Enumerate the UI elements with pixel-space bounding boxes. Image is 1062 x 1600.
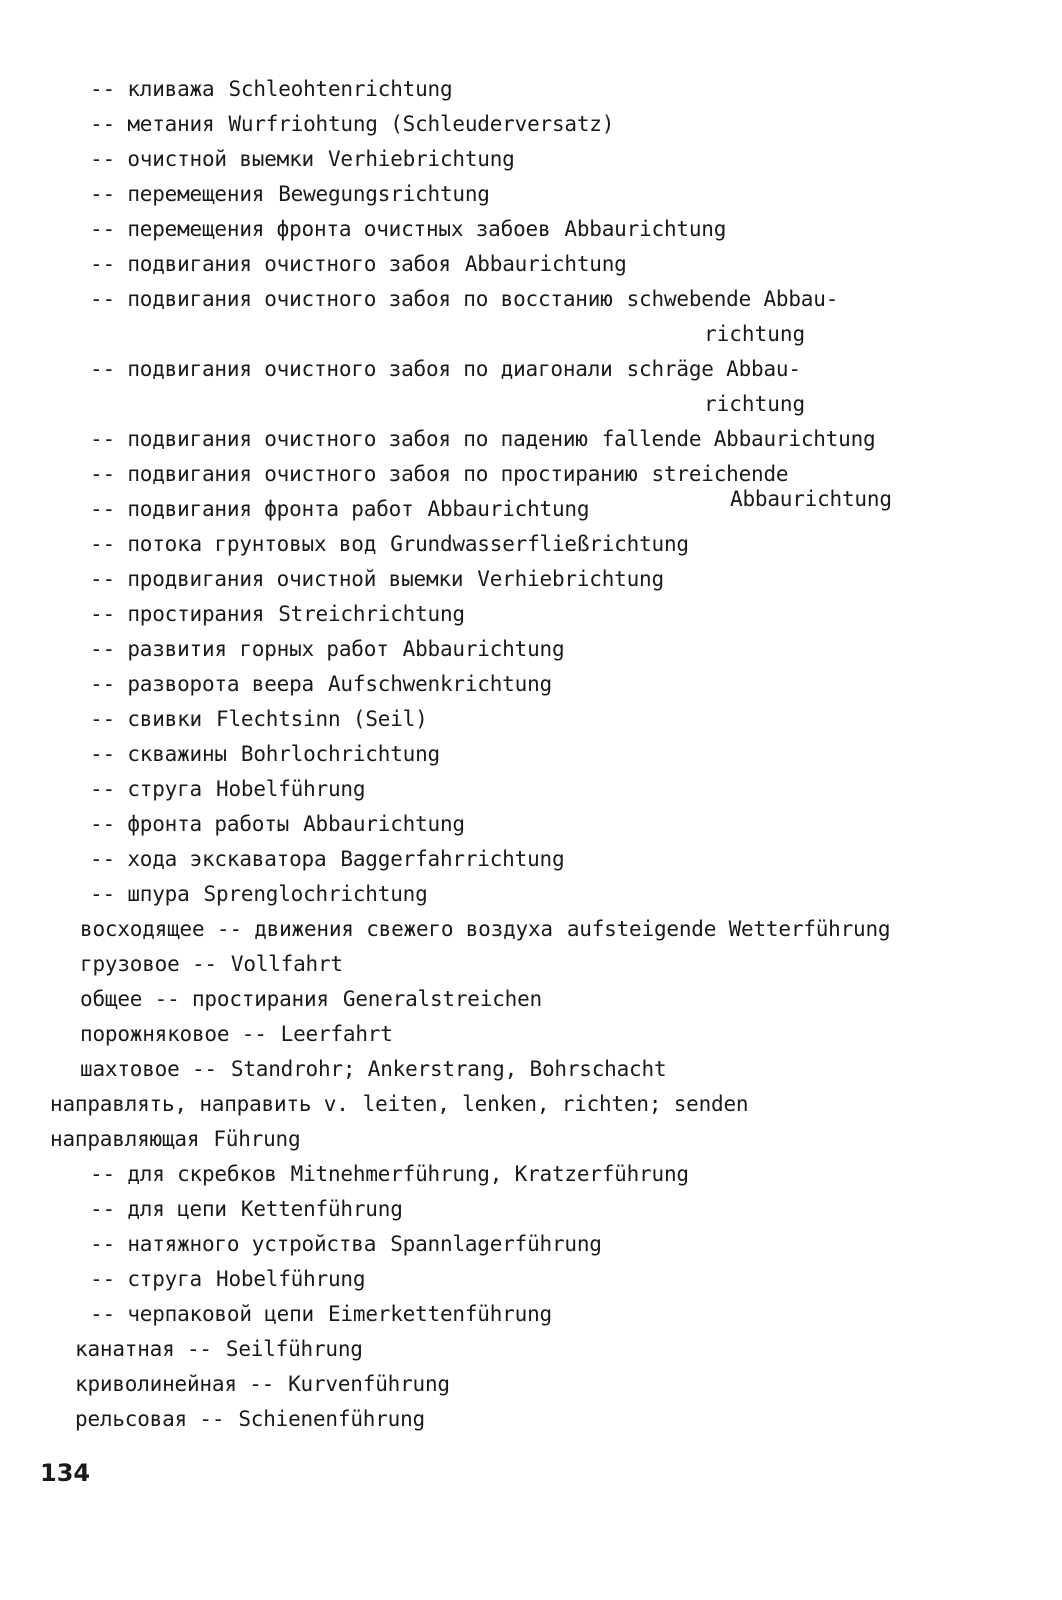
- russian-term: -- перемещения: [90, 182, 265, 206]
- list-item: [0, 1262, 1062, 1297]
- german-term: Sprenglochrichtung: [203, 882, 428, 906]
- russian-term: -- очистной выемки: [90, 147, 314, 171]
- russian-term: -- для цепи: [90, 1197, 227, 1221]
- german-term: leiten, lenken, richten; senden: [362, 1092, 749, 1116]
- german-term: Bohrlochrichtung: [240, 742, 440, 766]
- list-item: [0, 72, 1062, 107]
- russian-term: -- свивки: [90, 707, 202, 731]
- list-item: [0, 737, 1062, 772]
- russian-term: -- подвигания очистного забоя по восстанию: [90, 287, 613, 311]
- russian-term: -- простирания: [90, 602, 265, 626]
- list-item: [0, 1122, 1062, 1157]
- russian-term: -- метания: [90, 112, 215, 136]
- headword: направляющая: [50, 1127, 200, 1151]
- russian-term: -- продвигания очистной выемки: [90, 567, 464, 591]
- german-term: Hobelführung: [216, 1267, 366, 1291]
- list-item: [0, 212, 1062, 247]
- russian-term: -- подвигания очистного забоя по простиранию: [90, 462, 638, 486]
- german-term: schwebende Abbau-: [626, 287, 839, 311]
- list-item: [0, 352, 1062, 387]
- german-term: Verhiebrichtung: [477, 567, 664, 591]
- russian-term: -- для скребков: [90, 1162, 277, 1186]
- russian-term: -- подвигания очистного забоя: [90, 252, 451, 276]
- german-term: Baggerfahrrichtung: [340, 847, 565, 871]
- german-term-cont: richtung: [704, 392, 806, 416]
- page-number: 134: [40, 1459, 91, 1487]
- german-term: Vollfahrt: [230, 952, 343, 976]
- german-term: Leerfahrt: [280, 1022, 393, 1046]
- german-term: Hobelführung: [216, 777, 366, 801]
- russian-term: -- потока грунтовых вод: [90, 532, 377, 556]
- list-item: [0, 597, 1062, 632]
- german-term: Kurvenführung: [288, 1372, 450, 1396]
- german-term: fallende Abbaurichtung: [601, 427, 876, 451]
- list-item: [0, 842, 1062, 877]
- russian-term: -- перемещения фронта очистных забоев: [90, 217, 551, 241]
- russian-term: -- подвигания очистного забоя по диагонали: [90, 357, 613, 381]
- list-item: [0, 1402, 1062, 1437]
- list-item: [0, 1087, 1062, 1122]
- list-item: [0, 702, 1062, 737]
- german-term: Streichrichtung: [278, 602, 465, 626]
- list-item: [0, 527, 1062, 562]
- german-term: Wurfriohtung (Schleuderversatz): [228, 112, 615, 136]
- russian-term: канатная --: [75, 1337, 212, 1361]
- german-term: Verhiebrichtung: [327, 147, 515, 171]
- russian-term: -- скважины: [90, 742, 227, 766]
- russian-term: рельсовая --: [75, 1407, 225, 1431]
- german-term: aufsteigende Wetterführung: [566, 917, 891, 941]
- german-term: streichende: [651, 462, 789, 486]
- german-term: Flechtsinn (Seil): [216, 707, 428, 731]
- german-term: Abbaurichtung: [402, 637, 565, 661]
- russian-term: -- струга: [90, 1267, 202, 1291]
- russian-term: шахтовое --: [80, 1057, 217, 1081]
- german-term: Seilführung: [225, 1337, 363, 1361]
- russian-term: -- фронта работы: [90, 812, 290, 836]
- german-term: Abbaurichtung: [464, 252, 627, 276]
- russian-term: криволинейная --: [75, 1372, 275, 1396]
- russian-term: -- разворота веера: [90, 672, 314, 696]
- russian-term: -- натяжного устройства: [90, 1232, 377, 1256]
- german-term: Generalstreichen: [342, 987, 542, 1011]
- german-term: Standrohr; Ankerstrang, Bohrschacht: [230, 1057, 667, 1081]
- russian-term: общее -- простирания: [80, 987, 329, 1011]
- german-term: schräge Abbau-: [626, 357, 801, 381]
- russian-term: -- хода экскаватора: [90, 847, 327, 871]
- german-term: Aufschwenkrichtung: [327, 672, 552, 696]
- list-item: [0, 282, 1062, 317]
- german-term: Abbaurichtung: [427, 497, 590, 521]
- german-term: Kettenführung: [240, 1197, 403, 1221]
- list-item: [0, 1052, 1062, 1087]
- german-term-cont: richtung: [704, 322, 806, 346]
- german-term: Mitnehmerführung, Kratzerführung: [290, 1162, 689, 1186]
- german-term: Bewegungsrichtung: [278, 182, 490, 206]
- list-item: [0, 422, 1062, 457]
- list-item: [0, 632, 1062, 667]
- russian-term: -- подвигания очистного забоя по падению: [90, 427, 588, 451]
- list-item: [0, 177, 1062, 212]
- russian-term: порожняковое --: [80, 1022, 267, 1046]
- list-item: [0, 1157, 1062, 1192]
- list-item: [0, 667, 1062, 702]
- list-item: [0, 912, 1062, 947]
- list-item: [0, 1367, 1062, 1402]
- list-item: [0, 457, 1062, 492]
- russian-term: грузовое --: [80, 952, 217, 976]
- list-item: [0, 772, 1062, 807]
- list-item: [0, 487, 1062, 527]
- list-item: [0, 947, 1062, 982]
- entry-list: [0, 72, 1062, 1437]
- german-term: Schienenführung: [238, 1407, 425, 1431]
- list-item: [0, 562, 1062, 597]
- list-item: [0, 982, 1062, 1017]
- headword: направлять, направить v.: [50, 1092, 349, 1116]
- list-item: [0, 877, 1062, 912]
- german-term-continuation: [0, 387, 1062, 422]
- list-item: [0, 142, 1062, 177]
- german-term: Führung: [213, 1127, 301, 1151]
- german-term: Abbaurichtung: [303, 812, 465, 836]
- list-item: [0, 807, 1062, 842]
- german-term-continuation: [0, 317, 1062, 352]
- list-item: [0, 1227, 1062, 1262]
- list-item: [0, 107, 1062, 142]
- german-term-cont: Abbaurichtung: [730, 487, 892, 511]
- russian-term: -- струга: [90, 777, 202, 801]
- german-term: Grundwasserfließrichtung: [390, 532, 689, 556]
- list-item: [0, 1297, 1062, 1332]
- german-term: Eimerkettenführung: [327, 1302, 552, 1326]
- german-term: Abbaurichtung: [564, 217, 727, 241]
- russian-term: -- кливажа: [90, 77, 215, 101]
- german-term: Schleohtenrichtung: [228, 77, 453, 101]
- russian-term: -- черпаковой цепи: [90, 1302, 314, 1326]
- russian-term: -- развития горных работ: [90, 637, 389, 661]
- russian-term: восходящее -- движения свежего воздуха: [80, 917, 553, 941]
- list-item: [0, 1017, 1062, 1052]
- list-item: [0, 1192, 1062, 1227]
- german-term: Spannlagerführung: [390, 1232, 602, 1256]
- russian-term: -- подвигания фронта работ: [90, 497, 414, 521]
- list-item: [0, 1332, 1062, 1367]
- list-item: [0, 247, 1062, 282]
- russian-term: -- шпура: [90, 882, 190, 906]
